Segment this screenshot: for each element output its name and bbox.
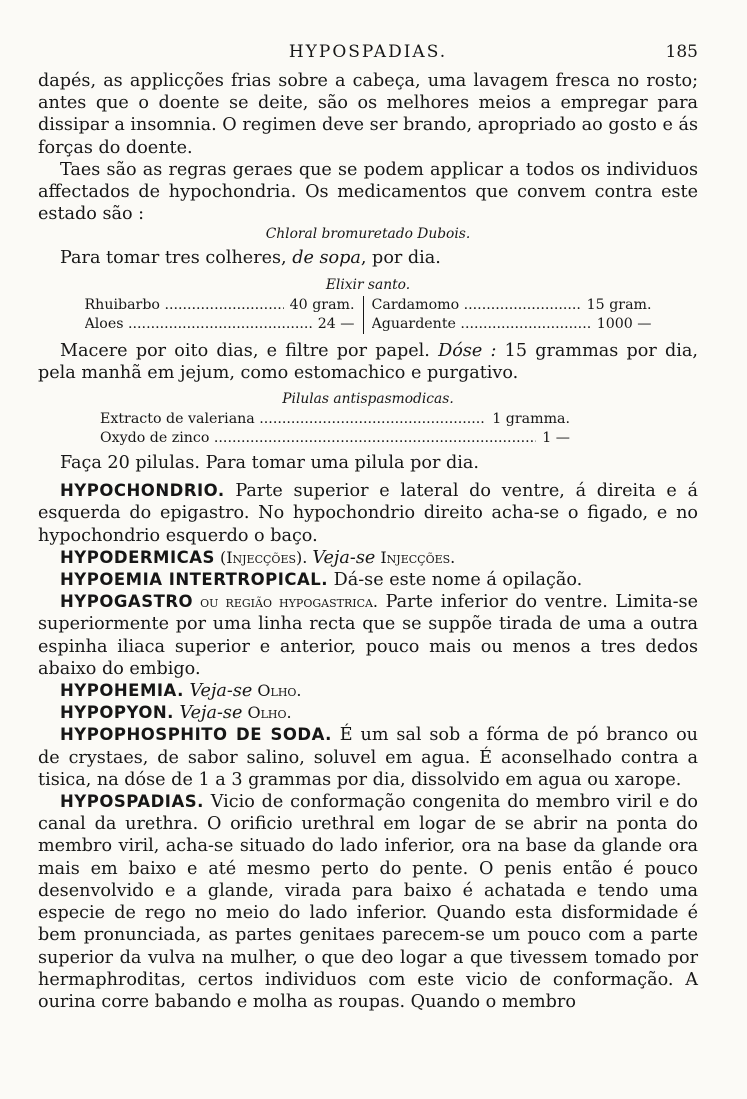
ingredient-row: Oxydo de zinco ..... 1 — [100,429,570,448]
headword: HYPOHEMIA. [60,681,184,701]
headword: HYPOPYON. [60,703,174,723]
entry-hypochondrio: HYPOCHONDRIO. Parte superior e lateral do ventre, á direita e á esquerda do epigastro. No hypochondrio direito acha-se o figado, e no hypochondrio esquerdo o baço. [38,481,698,546]
entry-hypogastro: HYPOGASTRO ou região hypogastrica. Parte inferior do ventre. Limita-se superiormente por uma linha recta que se suppõe tirada de uma a outra espinha iliaca superior e anterior, pouco mais ou menos a tres dedos abaixo do embigo. [38,592,698,679]
recipe-3-title: Pilulas antispasmodicas. [282,391,454,408]
recipe-2-left-column [85,296,364,334]
entry-hypophosphito: HYPOPHOSPHITO DE SODA. É um sal sob a fórma de pó branco ou de crystaes, de sabor salino, soluvel em agua. É aconselhado contra a tisica, na dóse de 1 a 3 grammas por dia, dissolvido em agua ou xarope. [38,725,698,790]
ingredient-row: Extracto de valeriana ..... 1 gramma. [100,410,570,429]
ingredient-row: Aguardente ..... 1000 — [372,315,652,334]
recipe-1-title: Chloral bromuretado Dubois. [265,226,471,243]
intro-paragraph-2: Taes são as regras geraes que se podem applicar a todos os individuos affectados de hypochondria. Os medicamentos que convem contra este estado são : [38,159,698,225]
recipe-2-instructions: Macere por oito dias, e filtre por papel. Dóse : 15 grammas por dia, pela manhã em jejum, como estomachico e purgativo. [38,340,698,383]
recipe-3-ingredients [100,410,570,448]
entry-hypohemia: HYPOHEMIA. Veja-se Olho. [60,681,302,702]
recipe-1-instructions: Para tomar tres colheres, de sopa, por dia. [60,248,441,269]
page-header [38,42,698,66]
headword: HYPOGASTRO [60,592,194,612]
entry-hypoemia: HYPOEMIA INTERTROPICAL. Dá-se este nome á opilação. [60,570,583,591]
recipe-3-instructions: Faça 20 pilulas. Para tomar uma pilula por dia. [60,453,479,474]
running-title: HYPOSPADIAS. [288,42,448,62]
entry-hypopyon: HYPOPYON. Veja-se Olho. [60,703,292,724]
page-body [38,70,698,1013]
recipe-2-right-column [364,296,652,334]
headword: HYPODERMICAS [60,547,215,567]
ingredient-row: Aloes ..... 24 — [85,315,355,334]
intro-paragraph-1: dapés, as applicções frias sobre a cabeça, uma lavagem fresca no rosto; antes que o doente se deite, são os melhores meios a empregar para dissipar a insomnia. O regimen deve ser brando, apropriado ao gosto e ás forças do doente. [38,71,698,158]
headword: HYPOEMIA INTERTROPICAL. [60,570,329,590]
headword: HYPOSPADIAS. [60,792,204,812]
ingredient-row: Rhuibarbo ..... 40 gram. [85,296,355,315]
recipe-2-title: Elixir santo. [325,276,411,293]
ingredient-row: Cardamomo ..... 15 gram. [372,296,652,315]
recipe-2-ingredients [38,296,698,334]
page-number: 185 [665,42,698,62]
headword: HYPOPHOSPHITO DE SODA. [60,725,332,745]
entry-hypospadias: HYPOSPADIAS. Vicio de conformação congenita do membro viril e do canal da urethra. O orificio urethral em logar de se abrir na ponta do membro viril, acha-se situado do lado inferior, ora na base da glande ora mais em baixo e até mesmo perto do pente. O penis então é pouco desenvolvido e a glande, virada para baixo é achatada e tendo uma especie de rego no meio do lado inferior. Quando esta disformidade é bem pronunciada, as partes genitaes parecem-se um pouco com a parte superior da vulva na mulher, o que deo logar a que tivessem tomado por hermaphroditas, certos individuos com este vicio de conformação. A ourina corre babando e molha as roupas. Quando o membro [38,792,698,1012]
entry-hypodermicas: HYPODERMICAS (Injecções). Veja-se Injecções. [60,547,456,568]
headword: HYPOCHONDRIO. [60,481,225,501]
